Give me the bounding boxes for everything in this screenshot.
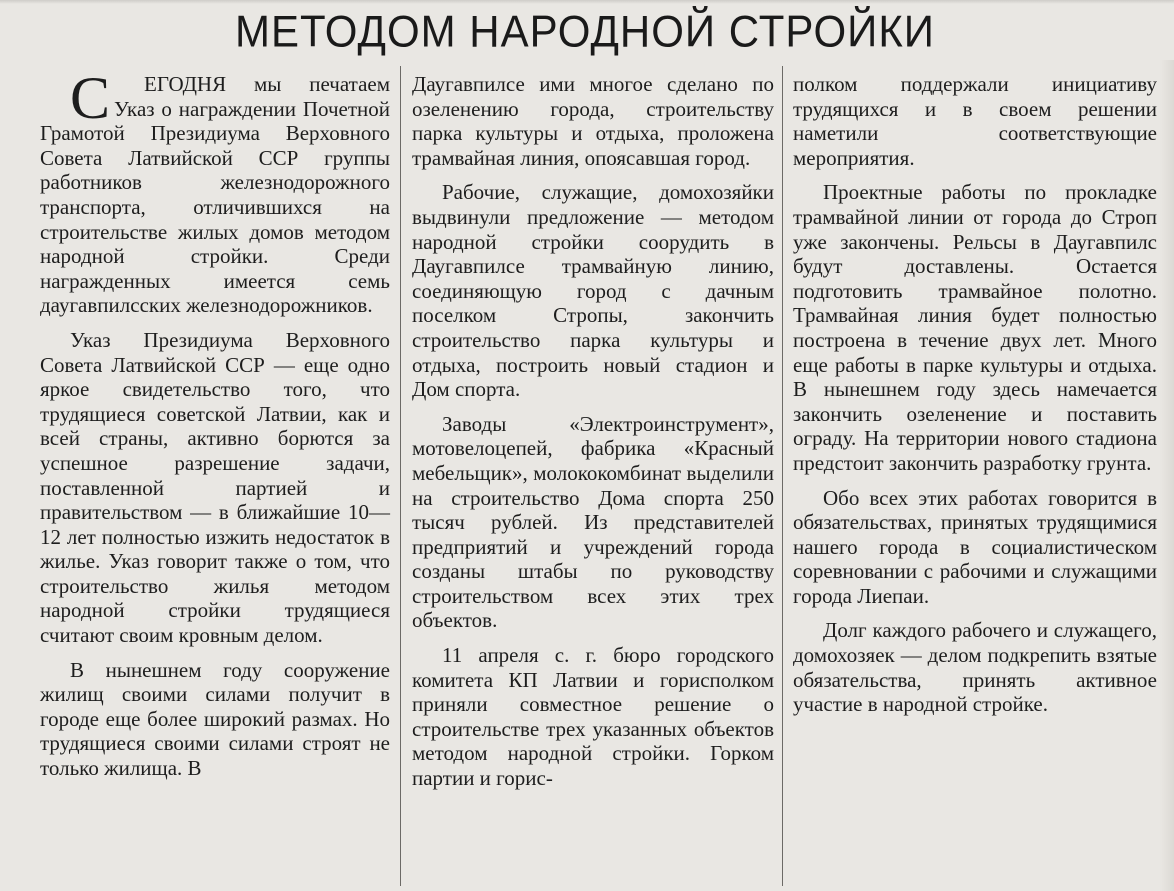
article-column-1 xyxy=(40,65,390,781)
paragraph: Долг каждого рабочего и служащего, домохозяек — делом подкрепить взятые обязательства, принять активное участие в народной стройке. xyxy=(793,618,1157,717)
paragraph: Заводы «Электроинструмент», мотовелоцепей, фабрика «Красный мебельщик», молококомбинат выделили на строительство Дома спорта 250 тысяч рублей. Из представителей предприятий и учреждений города созданы штабы по руководству строительством всех этих трех объектов. xyxy=(412,411,774,633)
paragraph: полком поддержали инициативу трудящихся и в своем решении наметили соответствующие мероприятия. xyxy=(793,72,1157,170)
paragraph xyxy=(40,65,390,318)
paragraph-text: ЕГОДНЯ мы печатаем Указ о награждении Почетной Грамотой Президиума Верховного Совета Латвийской ССР группы работников железнодорожного транспорта, отличившихся на строительстве жилых домов методом народной стройки. Среди награжденных имеется семь даугавпилсских железнодорожников. xyxy=(40,72,390,318)
paragraph: 11 апреля с. г. бюро городского комитета КП Латвии и горисполком приняли совместное решение о строительстве трех указанных объектов методом народной стройки. Горком партии и горис- xyxy=(412,643,774,791)
drop-cap: С xyxy=(70,65,111,131)
paper-edge xyxy=(1160,60,1174,891)
paragraph: Указ Президиума Верховного Совета Латвийской ССР — еще одно яркое свидетельство того, что трудящиеся советской Латвии, как и всей страны, активно борются за успешное разрешение задачи, поставленной партией и правительством — в ближайшие 10—12 лет полностью изжить недостаток в жилье. Указ говорит также о том, что строительство жилья методом народной стройки трудящиеся считают своим кровным делом. xyxy=(40,327,390,648)
paragraph: Рабочие, служащие, домохозяйки выдвинули предложение — методом народной стройки соорудить в Даугавпилсе трамвайную линию, соединяющую город с дачным поселком Стропы, закончить строительство парка культуры и отдыха, построить новый стадион и Дом спорта. xyxy=(412,180,774,402)
column-divider-1 xyxy=(400,66,401,886)
paragraph: В нынешнем году сооружение жилищ своими силами получит в городе еще более широкий размах. Но трудящиеся своими силами строят не только жилища. В xyxy=(40,657,390,781)
article-column-3 xyxy=(793,72,1157,717)
article-column-2 xyxy=(412,72,774,791)
paragraph: Проектные работы по прокладке трамвайной линии от города до Строп уже закончены. Рельсы в Даугавпилс будут доставлены. Остается подготовить трамвайное полотно. Трамвайная линия будет полностью построена в течение двух лет. Много еще работы в парке культуры и отдыха. В нынешнем году здесь намечается закончить озеленение и поставить ограду. На территории нового стадиона предстоит закончить разработку грунта. xyxy=(793,180,1157,475)
paragraph: Обо всех этих работах говорится в обязательствах, принятых трудящимися нашего города в социалистическом соревновании с рабочими и служащими города Лиепаи. xyxy=(793,485,1157,608)
paragraph: Даугавпилсе ими многое сделано по озеленению города, строительству парка культуры и отдыха, проложена трамвайная линия, опоясавшая город. xyxy=(412,72,774,170)
top-edge xyxy=(0,0,1174,4)
column-divider-2 xyxy=(782,66,783,886)
article-headline: МЕТОДОМ НАРОДНОЙ СТРОЙКИ xyxy=(235,6,935,57)
